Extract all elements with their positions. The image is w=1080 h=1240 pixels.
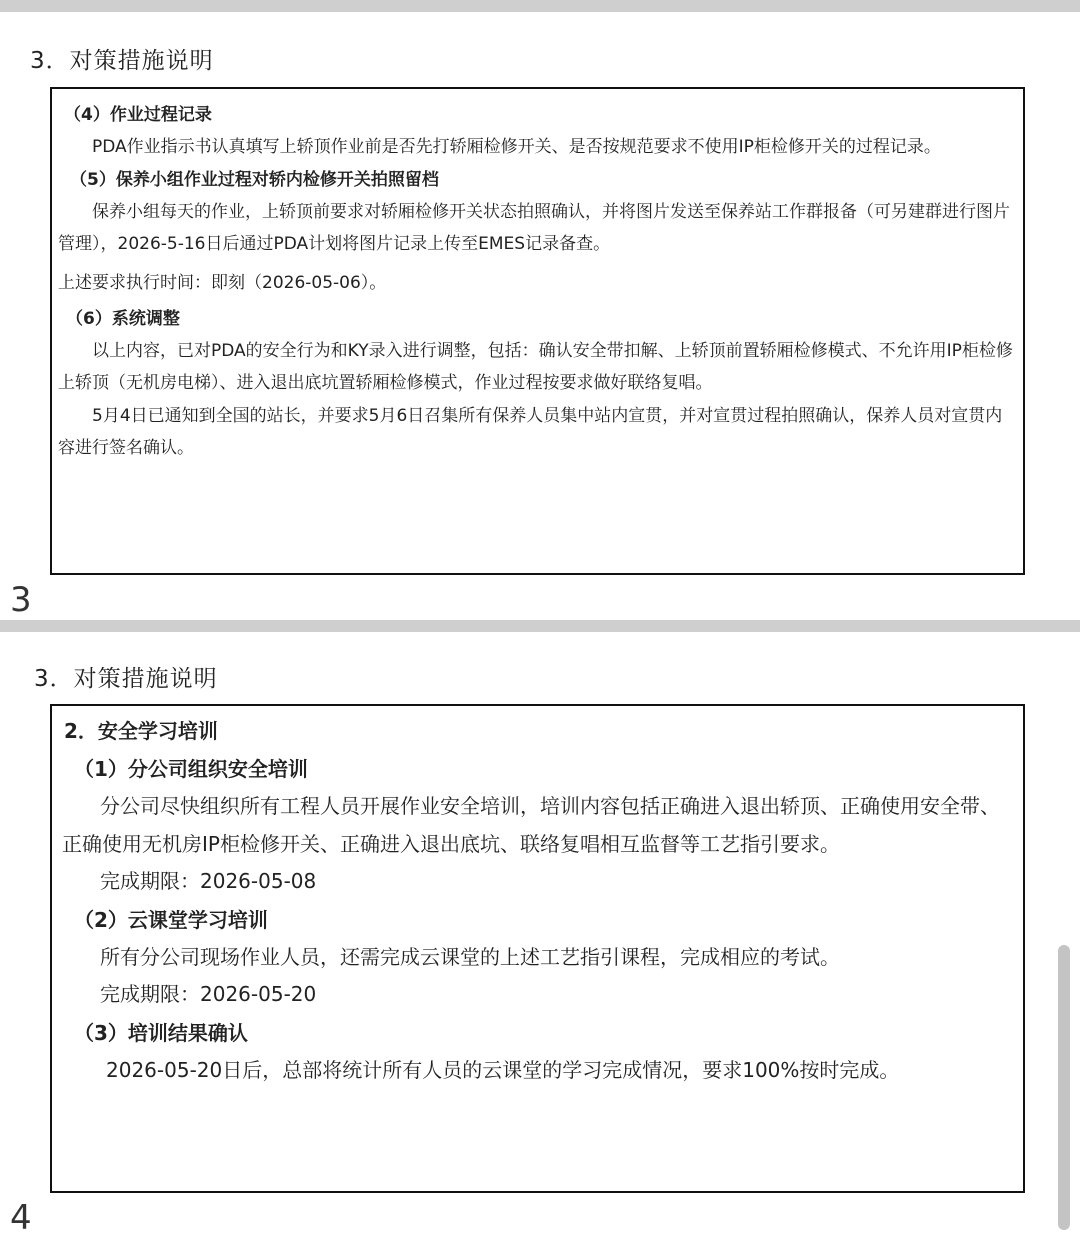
- scrollbar[interactable]: [1058, 945, 1070, 1230]
- paragraph: 保养小组每天的作业，上轿顶前要求对轿厢检修开关状态拍照确认，并将图片发送至保养站工作群报备（可另建群进行图片管理），2026-5-16日后通过PDA计划将图片记录上传至EMES记录备查。: [58, 201, 1010, 254]
- section-title: 3．对策措施说明: [30, 48, 214, 74]
- paragraph: 2026-05-20日后，总部将统计所有人员的云课堂的学习完成情况，要求100%按时完成。: [106, 1057, 900, 1082]
- page-separator: [0, 0, 1080, 12]
- paragraph: 5月4日已通知到全国的站长，并要求5月6日召集所有保养人员集中站内宣贯，并对宣贯过程拍照确认，保养人员对宣贯内容进行签名确认。: [58, 405, 1003, 458]
- deadline: 完成期限：2026-05-08: [100, 869, 317, 893]
- page-separator: [0, 620, 1080, 632]
- paragraph: PDA作业指示书认真填写上轿顶作业前是否先打轿厢检修开关、是否按规范要求不使用IP柜检修开关的过程记录。: [92, 137, 941, 157]
- execution-time: 上述要求执行时间：即刻（2026-05-06）。: [58, 272, 387, 293]
- content-box: [50, 87, 1025, 575]
- section-title: 3．对策措施说明: [34, 666, 218, 692]
- paragraph: 以上内容，已对PDA的安全行为和KY录入进行调整，包括：确认安全带扣解、上轿顶前置轿厢检修模式、不允许用IP柜检修上轿顶（无机房电梯）、进入退出底坑置轿厢检修模式，作业过程按要求做好联络复唱。: [58, 340, 1013, 393]
- heading-system-adjustment: （6）系统调整: [66, 308, 180, 329]
- heading-work-record: （4）作业过程记录: [64, 105, 212, 125]
- page-number: 3: [10, 580, 32, 620]
- paragraph: 分公司尽快组织所有工程人员开展作业安全培训，培训内容包括正确进入退出轿顶、正确使用安全带、正确使用无机房IP柜检修开关、正确进入退出底坑、联络复唱相互监督等工艺指引要求。: [62, 794, 1000, 856]
- page-number: 4: [10, 1198, 32, 1238]
- deadline: 完成期限：2026-05-20: [100, 982, 317, 1006]
- paragraph: 所有分公司现场作业人员，还需完成云课堂的上述工艺指引课程，完成相应的考试。: [100, 944, 840, 969]
- heading-photo-archive: （5）保养小组作业过程对轿内检修开关拍照留档: [70, 169, 439, 190]
- heading-result-confirmation: （3）培训结果确认: [74, 1020, 248, 1045]
- heading-cloud-class: （2）云课堂学习培训: [74, 907, 268, 932]
- content-box: [50, 704, 1025, 1193]
- heading-branch-training: （1）分公司组织安全培训: [74, 757, 308, 781]
- heading-safety-training: 2．安全学习培训: [64, 719, 218, 743]
